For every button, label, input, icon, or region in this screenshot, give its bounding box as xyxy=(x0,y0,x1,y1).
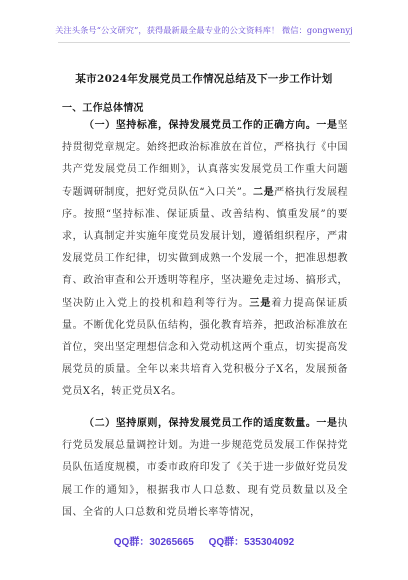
paragraph-1 xyxy=(62,115,348,404)
document-title: 某市2024年发展党员工作情况总结及下一步工作计划 xyxy=(75,73,333,85)
paragraph-1-text-1: 坚持贯彻党章规定。始终把政治标准放在首位，严格执行《中国共产党发展党员工作细则》，认真落实发展党员工作重大问题专题调研制度，把好党员队伍“入口关”。 xyxy=(62,120,348,198)
paragraph-2-text-1: 执行党员发展总量调控计划。为进一步规范党员发展工作保持党员队伍适度规模，市委市政府印发了《关于进一步做好党员发展工作的通知》，根据我市人口总数、现有党员数量以及全国、全省的人口总数和党员增长率等情况， xyxy=(62,418,348,518)
header-banner: 关注头条号“公文研究”，获得最新最全最专业的公文资料库！ 微信：gongwenyj xyxy=(55,25,353,35)
paragraph-1-marker-2: 二是 xyxy=(253,186,275,198)
paragraph-1-text-3: 着力提高保证质量。不断优化党员队伍结构，强化教育培养，把政治标准放在首位，突出坚定理想信念和入党动机这两个重点，切实提高发展党员的质量。全年以来共培育入党积极分子X名，发展预备党员X名，转正党员X名。 xyxy=(62,297,348,398)
footer-contact xyxy=(0,533,408,548)
footer-qq-group-1: QQ群：30265665 xyxy=(113,537,194,548)
paragraph-2 xyxy=(62,413,348,524)
footer-qq-group-2: QQ群：535304092 xyxy=(208,537,295,548)
paragraph-1-marker-3: 三是 xyxy=(249,297,272,309)
paragraph-1-text-2: 严格执行发展程序。按照“坚持标准、保证质量、改善结构、慎重发展”的要求，认真制定并实施年度党员发展计划，遵循组织程序，严肃发展党员工作纪律，切实做到成熟一个发展一个，把准思想教育、政治审查和公开透明等程序，坚决避免走过场、搞形式，坚决防止入党上的投机和趋利等行为。 xyxy=(62,186,348,309)
section-heading: 一、工作总体情况 xyxy=(62,103,144,114)
paragraph-1-lead: （一）坚持标准，保持发展党员工作的正确方向。一是 xyxy=(84,120,338,131)
paragraph-2-lead: （二）坚持原则，保持发展党员工作的适度数量。一是 xyxy=(84,418,338,429)
header-divider xyxy=(58,42,350,43)
